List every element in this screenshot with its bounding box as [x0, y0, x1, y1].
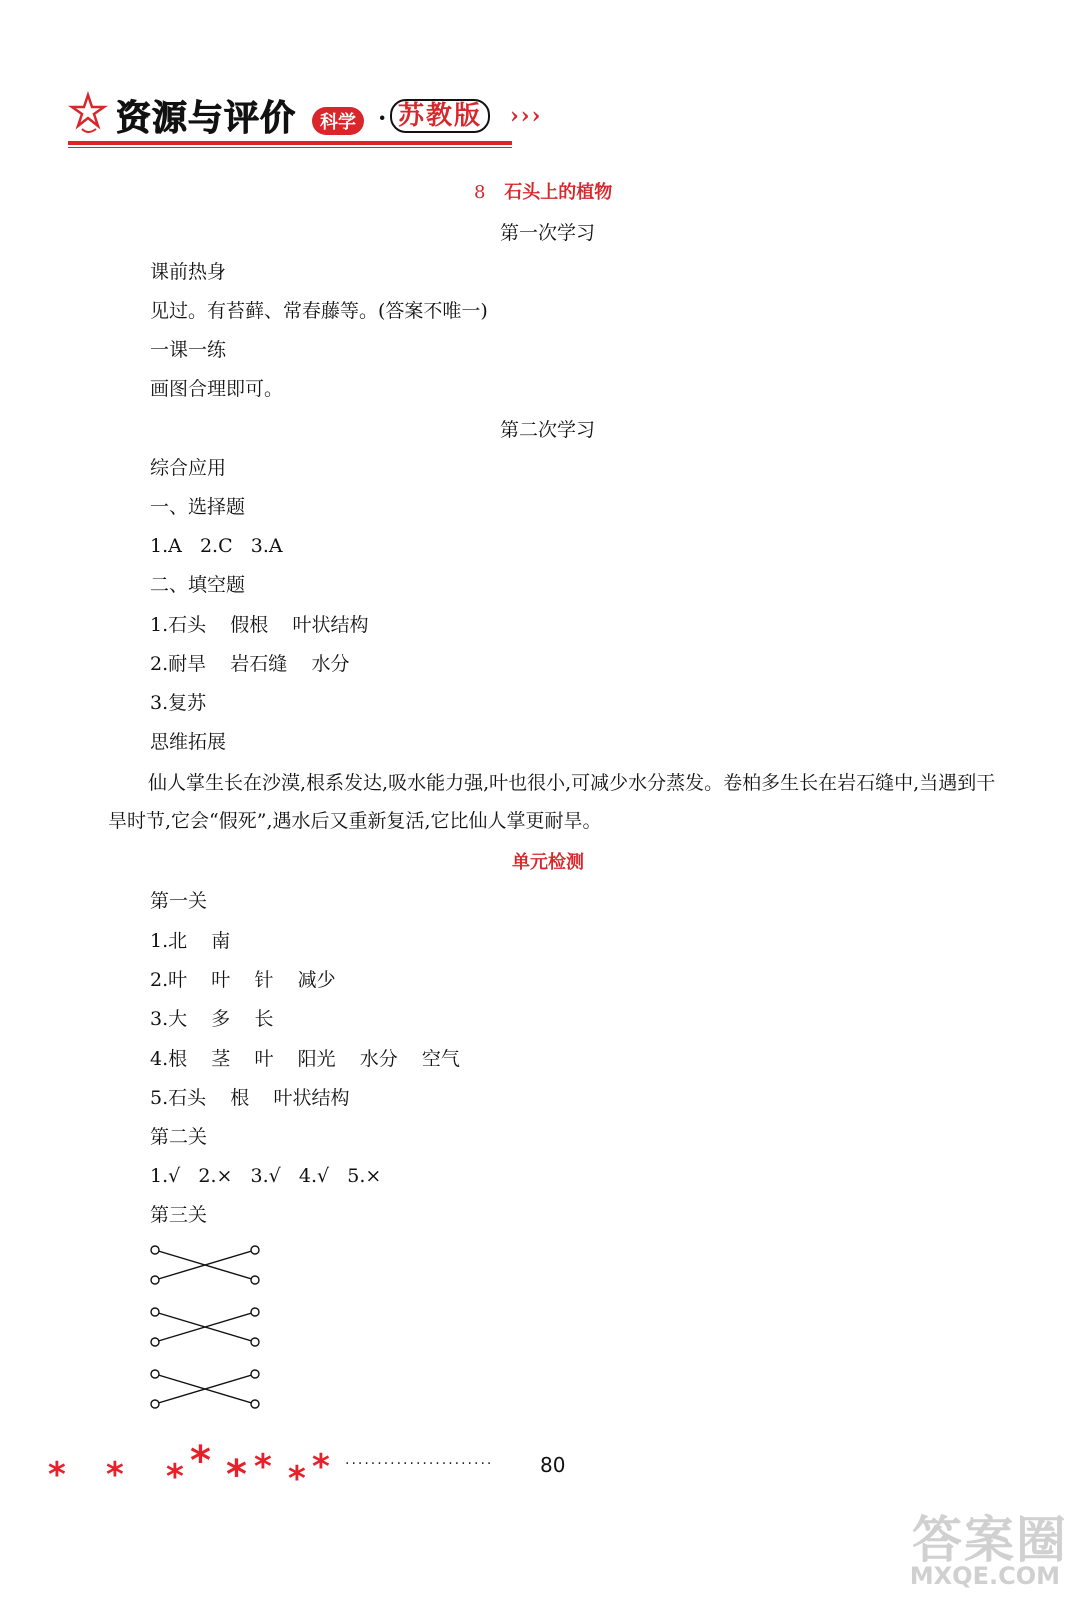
practice-label: 一课一练	[150, 339, 227, 361]
second-study-heading: 第二次学习	[500, 419, 596, 441]
lesson-number: 8	[474, 182, 486, 203]
page-number: 80	[540, 1453, 566, 1477]
series-title: 资源与评价	[116, 99, 297, 139]
fill-label: 二、填空题	[150, 574, 246, 596]
level1-answer: 2.叶 叶 针 减少	[150, 969, 336, 991]
level1-label: 第一关	[150, 890, 208, 912]
level1-answer: 3.大 多 长	[150, 1008, 274, 1030]
warmup-label: 课前热身	[150, 261, 227, 283]
decorative-stars-icon	[40, 1436, 340, 1496]
svg-text:*: *	[312, 1447, 330, 1487]
choice-answers: 1.A 2.C 3.A	[150, 535, 283, 557]
watermark	[858, 1500, 1068, 1598]
practice-answer: 画图合理即可。	[150, 378, 284, 400]
match-pair-3	[151, 1370, 259, 1408]
application-label: 综合应用	[150, 457, 227, 479]
svg-text:*: *	[288, 1459, 306, 1496]
svg-text:*: *	[254, 1447, 272, 1487]
fill-answer: 2.耐旱 岩石缝 水分	[150, 653, 350, 675]
warmup-answer: 见过。有苔藓、常春藤等。(答案不唯一)	[150, 300, 488, 322]
match-pair-2	[151, 1308, 259, 1346]
svg-text:*: *	[48, 1455, 66, 1495]
level1-answer: 5.石头 根 叶状结构	[150, 1087, 350, 1109]
header-rule-thin	[68, 147, 512, 148]
subject-badge: 科学	[312, 107, 364, 135]
match-pair-1	[151, 1246, 259, 1284]
svg-text:*: *	[166, 1457, 184, 1496]
unit-test-heading: 单元检测	[512, 852, 584, 873]
lesson-title	[474, 181, 612, 205]
thinking-answer: 仙人掌生长在沙漠,根系发达,吸水能力强,叶也很小,可减少水分蒸发。卷柏多生长在岩石缝中,当遇到干旱时节,它会“假死”,遇水后又重新复活,它比仙人掌更耐旱。	[108, 772, 996, 832]
edition-badge: 苏教版	[390, 99, 490, 133]
watermark-logo: 答案圈	[912, 1511, 1068, 1569]
svg-text:*: *	[190, 1438, 211, 1484]
level1-answer: 1.北 南	[150, 930, 231, 952]
level2-label: 第二关	[150, 1126, 208, 1148]
fill-answer: 3.复苏	[150, 692, 207, 714]
thinking-label: 思维拓展	[150, 731, 227, 753]
footer-leader-dots: ·······················	[345, 1456, 494, 1472]
watermark-url: MXQE.COM	[909, 1562, 1060, 1590]
svg-text:*: *	[226, 1452, 247, 1496]
title-separator: ·	[378, 103, 387, 132]
first-study-heading: 第一次学习	[500, 222, 596, 244]
header-banner	[60, 85, 560, 155]
star-logo-icon	[68, 91, 108, 141]
header-rule	[68, 141, 512, 145]
choice-label: 一、选择题	[150, 496, 246, 518]
level1-answer: 4.根 茎 叶 阳光 水分 空气	[150, 1048, 460, 1070]
level3-label: 第三关	[150, 1204, 208, 1226]
fill-answer: 1.石头 假根 叶状结构	[150, 614, 369, 636]
chevrons-icon: ›››	[510, 103, 543, 129]
matching-diagram	[145, 1240, 270, 1415]
svg-text:*: *	[106, 1455, 124, 1495]
level2-answers: 1.√ 2.× 3.√ 4.√ 5.×	[150, 1165, 382, 1187]
lesson-name: 石头上的植物	[504, 182, 613, 203]
